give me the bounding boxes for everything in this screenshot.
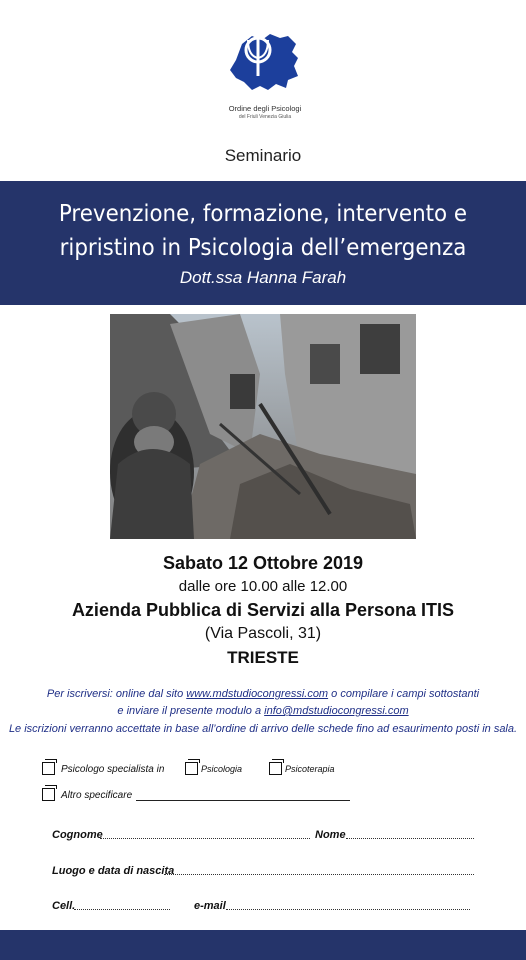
altro-input-line[interactable]	[136, 800, 350, 801]
earthquake-ruins-photo	[110, 314, 416, 539]
registration-note: Le iscrizioni verranno accettate in base all’ordine di arrivo delle schede fino ad esaurimento posti in sala.	[8, 723, 518, 735]
send-form-text: e inviare il presente modulo a	[117, 705, 262, 717]
cell-field[interactable]	[74, 909, 170, 910]
event-date: Sabato 12 Ottobre 2019	[162, 553, 364, 573]
org-logo	[226, 30, 302, 94]
altro-checkbox[interactable]	[42, 788, 55, 801]
org-region: del Friuli Venezia Giulia	[238, 114, 292, 120]
event-type: Seminario	[224, 146, 302, 165]
psicologia-checkbox[interactable]	[185, 762, 198, 775]
cell-label: Cell.	[52, 900, 76, 912]
event-time: dalle ore 10.00 alle 12.00	[178, 578, 348, 595]
option-specialist-label: Psicologo specialista in	[61, 764, 165, 775]
cognome-field[interactable]	[100, 838, 310, 839]
event-venue: Azienda Pubblica di Servizi alla Persona ITIS	[71, 600, 455, 620]
seminar-title	[18, 197, 507, 265]
event-city: TRIESTE	[227, 648, 299, 667]
email-field[interactable]	[226, 909, 470, 910]
cognome-label: Cognome	[52, 829, 103, 841]
footer-bar	[0, 930, 526, 960]
nome-label: Nome	[315, 829, 346, 841]
birth-place-date-label: Luogo e data di nascita	[52, 865, 175, 877]
registration-suffix: o compilare i campi sottostanti	[331, 688, 480, 700]
title-line-2: ripristino in Psicologia dell’emergenza	[59, 235, 467, 261]
option-psicoterapia-label: Psicoterapia	[285, 764, 335, 774]
event-address: (Via Pascoli, 31)	[204, 625, 322, 642]
title-line-1: Prevenzione, formazione, intervento e	[58, 201, 468, 227]
email-link[interactable]: info@mdstudiocongressi.com	[264, 705, 409, 717]
email-label: e-mail	[194, 900, 226, 912]
option-psicologia-label: Psicologia	[201, 764, 243, 774]
birth-place-date-field[interactable]	[164, 874, 474, 875]
registration-prefix: Per iscriversi: online dal sito	[46, 688, 184, 700]
option-altro-label: Altro specificare	[61, 790, 133, 801]
nome-field[interactable]	[346, 838, 474, 839]
website-link[interactable]: www.mdstudiocongressi.com	[186, 688, 329, 700]
psicoterapia-checkbox[interactable]	[269, 762, 282, 775]
specialist-checkbox[interactable]	[42, 762, 55, 775]
speaker-name: Dott.ssa Hanna Farah	[179, 268, 347, 287]
registration-line-2	[0, 705, 526, 717]
registration-line-1	[0, 688, 526, 700]
org-name: Ordine degli Psicologi	[228, 104, 302, 113]
